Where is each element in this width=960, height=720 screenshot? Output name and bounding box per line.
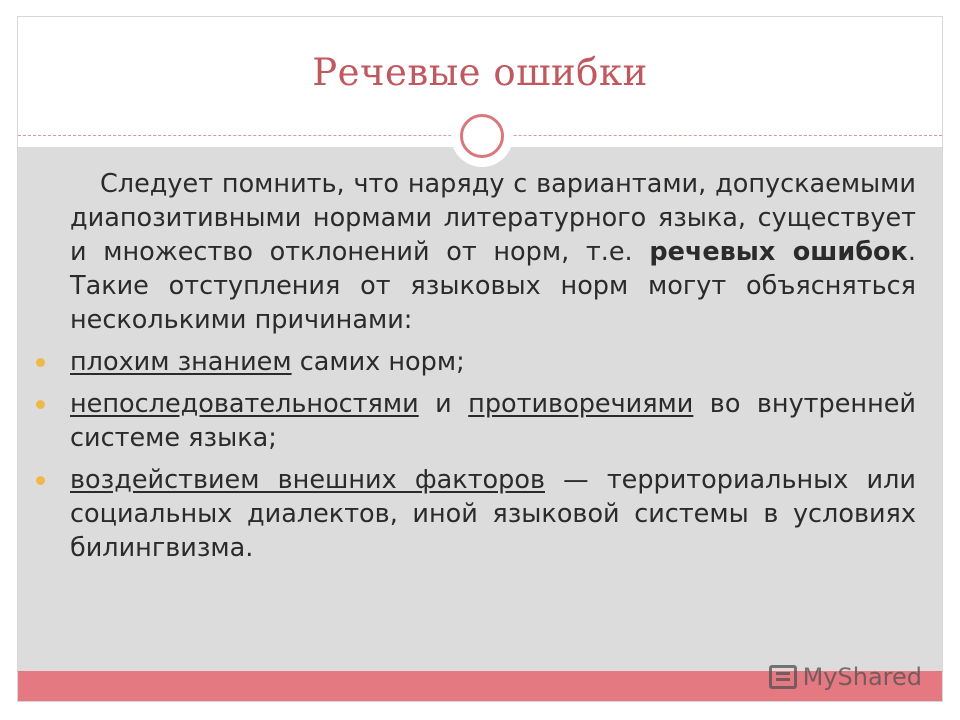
watermark bbox=[769, 663, 922, 691]
bullet-dot-icon bbox=[36, 358, 45, 367]
reasons-list bbox=[70, 345, 916, 565]
slide bbox=[17, 16, 943, 702]
bullet-underlined: непоследовательностями bbox=[70, 389, 419, 419]
watermark-text: MyShared bbox=[802, 663, 922, 691]
bullet-text: — территориальных или социальных диалектов, иной языковой системы в условиях билингвизма. bbox=[70, 465, 916, 563]
list-item bbox=[70, 387, 916, 455]
bullet-text: самих норм; bbox=[291, 347, 465, 377]
list-item bbox=[70, 463, 916, 565]
circle-ring-icon bbox=[451, 105, 513, 167]
intro-text-after: . Такие отступления от языковых норм могут объясняться несколькими причинами: bbox=[70, 237, 916, 335]
intro-bold-term: речевых ошибок bbox=[649, 237, 908, 267]
list-item bbox=[70, 345, 916, 379]
bullet-underlined: воздействием внешних факторов bbox=[70, 465, 545, 495]
slide-title: Речевые ошибки bbox=[312, 51, 648, 94]
circle-ring-inner bbox=[460, 114, 504, 158]
bullet-text-2: во внутренней системе языка; bbox=[70, 389, 916, 453]
intro-paragraph bbox=[70, 167, 916, 337]
slide-body bbox=[70, 167, 916, 573]
bullet-text: и bbox=[418, 389, 469, 419]
intro-text-before: Следует помнить, что наряду с вариантами, допускаемыми диапозитивными нормами литературного языка, существует и множество отклонений от норм, т.е. bbox=[70, 169, 916, 267]
bullet-underlined: плохим знанием bbox=[70, 347, 292, 377]
myshared-logo-icon bbox=[769, 665, 797, 689]
bullet-dot-icon bbox=[36, 476, 45, 485]
bullet-underlined-2: противоречиями bbox=[468, 389, 694, 419]
bullet-dot-icon bbox=[36, 400, 45, 409]
